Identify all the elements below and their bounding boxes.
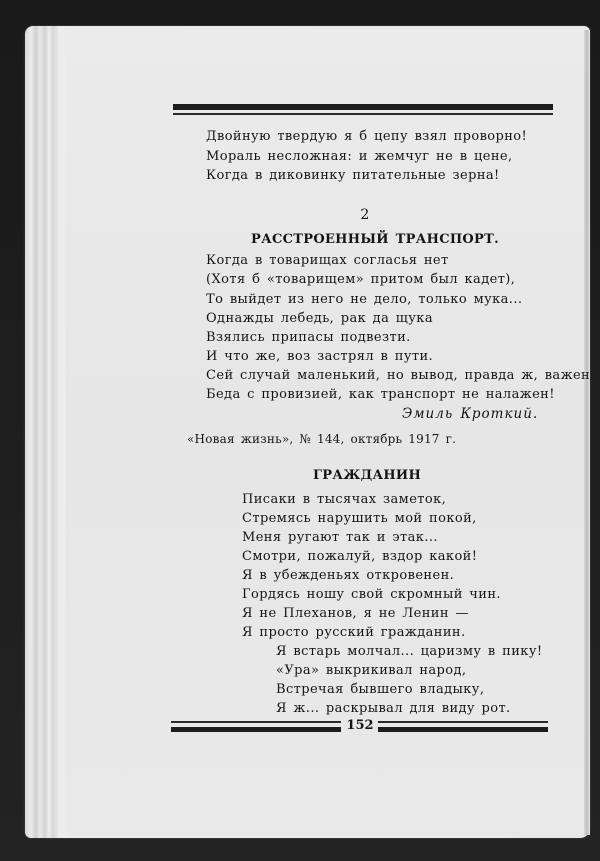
poem-title: РАССТРОЕННЫЙ ТРАНСПОРТ. <box>251 232 499 247</box>
poem-author: Эмиль Кроткий. <box>402 406 539 422</box>
footer-rule-right-thick <box>378 727 548 732</box>
poem-line-indented: «Ура» выкрикивал народ, <box>276 663 467 678</box>
poem-line: Стремясь нарушить мой покой, <box>242 511 477 526</box>
poem-line: Беда с провизией, как транспорт не налажен! <box>206 387 555 402</box>
poem-line: То выйдет из него не дело, только мука... <box>206 292 523 307</box>
poem-line: Меня ругают так и этак... <box>242 530 438 545</box>
poem-line: Взялись припасы подвезти. <box>206 330 411 345</box>
poem-line: Однажды лебедь, рак да щука <box>206 311 433 326</box>
poem-line: (Хотя б «товарищем» притом был кадет), <box>206 272 516 287</box>
poem-line: Я в убежденьях откровенен. <box>242 568 455 583</box>
footer-rule-right-thin <box>378 721 548 723</box>
footer-rule-left-thick <box>171 727 341 732</box>
poem-line: И что же, воз застрял в пути. <box>206 349 434 364</box>
section-number: 2 <box>360 207 370 223</box>
page-number: 152 <box>346 718 374 733</box>
poem-line-indented: Я ж... раскрывал для виду рот. <box>276 701 511 716</box>
poem-line: Смотри, пожалуй, вздор какой! <box>242 549 478 564</box>
poem-line: Сей случай маленький, но вывод, правда ж, важен: <box>206 368 595 383</box>
poem-title: ГРАЖДАНИН <box>313 468 422 483</box>
footer-rule-left <box>171 721 341 732</box>
poem-line: Гордясь ношу свой скромный чин. <box>242 587 501 602</box>
stanza-line: Мораль несложная: и жемчуг не в цене, <box>206 149 513 164</box>
footer-rule-left-thin <box>171 721 341 723</box>
poem-source: «Новая жизнь», № 144, октябрь 1917 г. <box>187 432 457 446</box>
poem-line: Когда в товарищах согласья нет <box>206 253 449 268</box>
poem-line: Я просто русский гражданин. <box>242 625 466 640</box>
stanza-line: Когда в диковинку питательные зерна! <box>206 168 500 183</box>
footer-rule-right <box>378 721 548 732</box>
poem-line-indented: Встречая бывшего владыку, <box>276 682 485 697</box>
poem-line: Я не Плеханов, я не Ленин — <box>242 606 469 621</box>
poem-line: Писаки в тысячах заметок, <box>242 492 447 507</box>
stanza-line: Двойную твердую я б цепу взял проворно! <box>206 129 528 144</box>
poem-line-indented: Я встарь молчал... царизму в пику! <box>276 644 543 659</box>
